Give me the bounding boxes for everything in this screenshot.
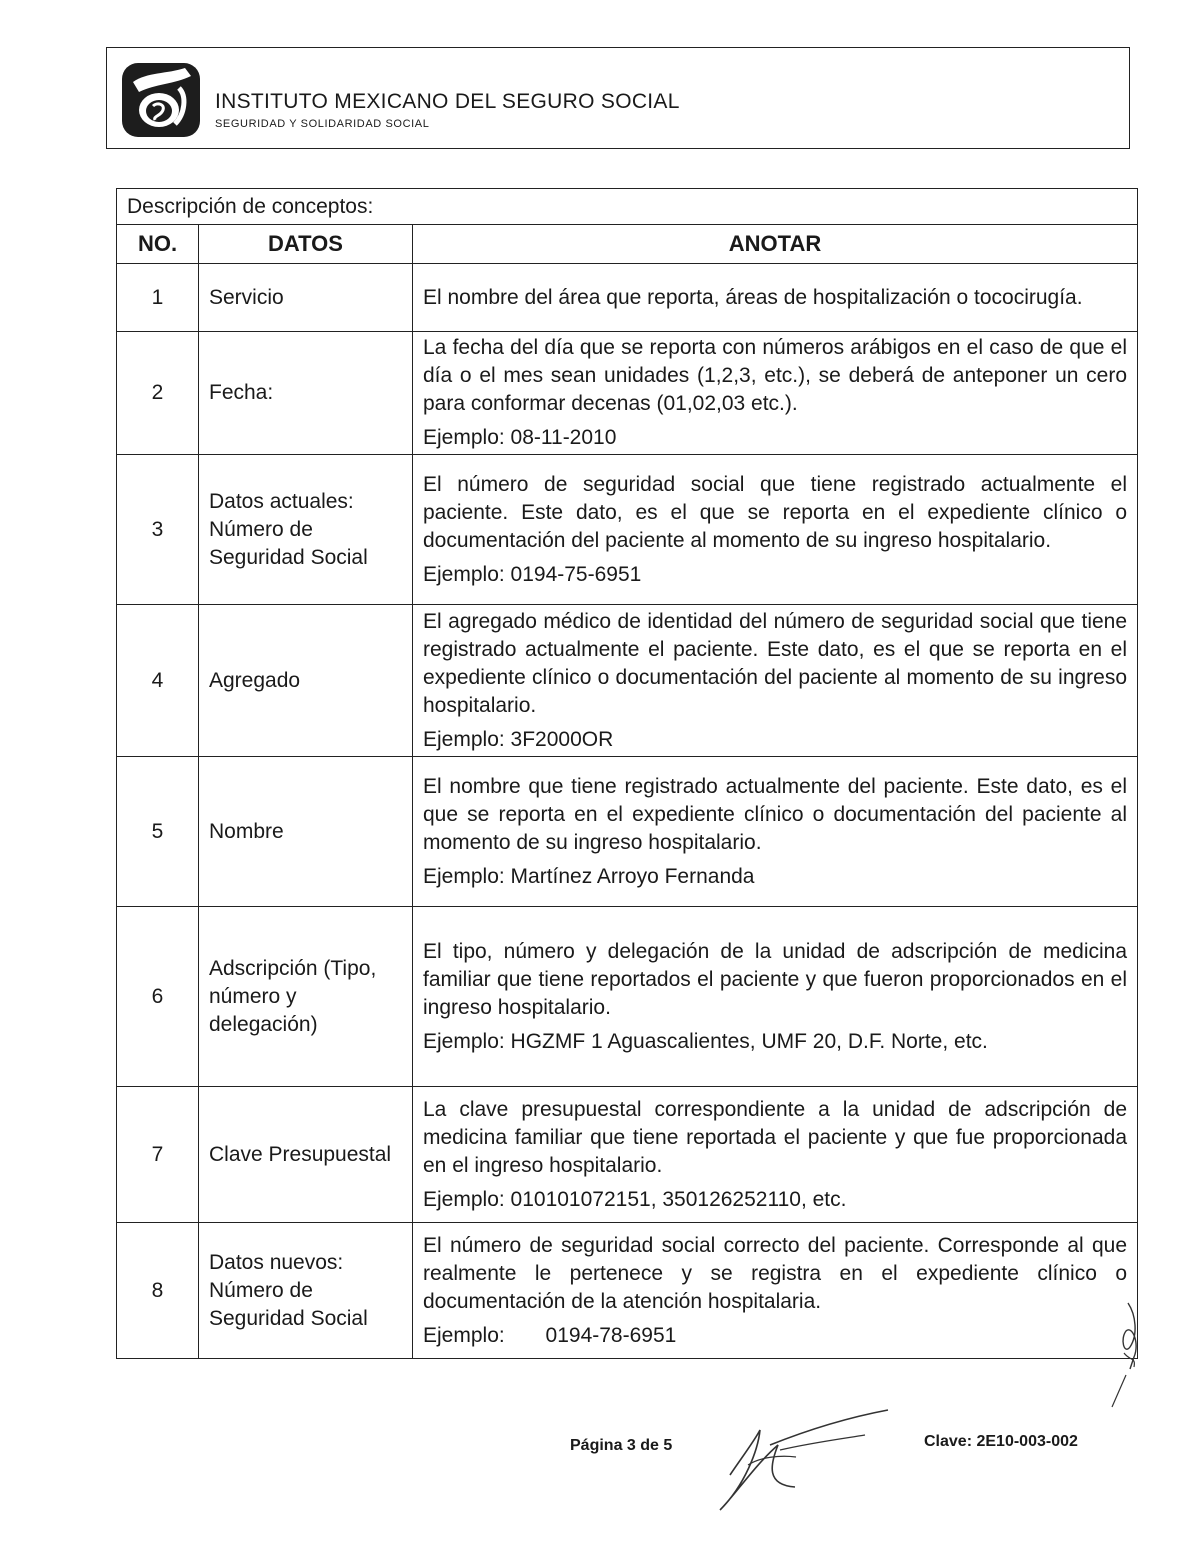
row-anotar: [413, 264, 1138, 332]
row-description: La clave presupuestal correspondiente a la unidad de adscripción de medicina familiar que tiene reportada el paciente y que fue proporcionada en el ingreso hospitalario.: [423, 1097, 1128, 1177]
organization-motto: SEGURIDAD Y SOLIDARIDAD SOCIAL: [215, 118, 430, 130]
row-datos: Fecha:: [199, 332, 413, 455]
row-example: Ejemplo: 3F2000OR: [423, 727, 614, 751]
row-example: Ejemplo: 0194-78-6951: [423, 1323, 677, 1347]
row-anotar: [413, 1223, 1138, 1359]
row-datos: Agregado: [199, 605, 413, 757]
page-number: Página 3 de 5: [570, 1437, 673, 1454]
row-number: 6: [117, 907, 199, 1087]
column-header-datos: DATOS: [199, 225, 413, 264]
table-row: [117, 1223, 1138, 1359]
row-description: El agregado médico de identidad del número de seguridad social que tiene registrado actualmente el paciente. Este dato, es el que se reporta en el expediente clínico o documentación del paciente al momento de su ingreso hospitalario.: [423, 609, 1128, 717]
row-number: 5: [117, 757, 199, 907]
row-number: 8: [117, 1223, 199, 1359]
imss-logo: [121, 62, 201, 138]
table-caption: Descripción de conceptos:: [117, 189, 1138, 225]
row-description: El tipo, número y delegación de la unidad de adscripción de medicina familiar que tiene reportados el paciente y que fueron proporcionados en el ingreso hospitalario.: [423, 939, 1128, 1019]
document-code: Clave: 2E10-003-002: [924, 1433, 1078, 1450]
row-anotar: [413, 757, 1138, 907]
row-datos: Nombre: [199, 757, 413, 907]
row-anotar: [413, 605, 1138, 757]
row-number: 3: [117, 455, 199, 605]
row-anotar: [413, 332, 1138, 455]
table-header-row: [117, 225, 1138, 264]
row-datos: Datos actuales: Número de Seguridad Social: [199, 455, 413, 605]
row-example: Ejemplo: 08-11-2010: [423, 426, 617, 449]
row-description: La fecha del día que se reporta con números arábigos en el caso de que el día o el mes sean unidades (1,2,3, etc.), se deberá de anteponer un cero para conformar decenas (01,02,03 etc.).: [423, 336, 1128, 415]
concepts-table: [116, 188, 1138, 1359]
table-caption-row: [117, 189, 1138, 225]
row-datos: Servicio: [199, 264, 413, 332]
table-row: [117, 907, 1138, 1087]
row-number: 1: [117, 264, 199, 332]
row-description: El nombre del área que reporta, áreas de hospitalización o tococirugía.: [423, 285, 1083, 309]
row-description: El número de seguridad social que tiene registrado actualmente el paciente. Este dato, es el que se reporta en el expediente clínico o documentación del paciente al momento de su ingreso hospitalario.: [423, 472, 1128, 552]
organization-name: INSTITUTO MEXICANO DEL SEGURO SOCIAL: [215, 90, 680, 113]
column-header-no: NO.: [117, 225, 199, 264]
row-number: 2: [117, 332, 199, 455]
row-datos: Adscripción (Tipo, número y delegación): [199, 907, 413, 1087]
row-example: Ejemplo: HGZMF 1 Aguascalientes, UMF 20, D.F. Norte, etc.: [423, 1029, 988, 1053]
row-example: Ejemplo: 010101072151, 350126252110, etc.: [423, 1187, 847, 1211]
row-anotar: [413, 455, 1138, 605]
row-anotar: [413, 907, 1138, 1087]
column-header-anotar: ANOTAR: [413, 225, 1138, 264]
signature: [700, 1405, 900, 1520]
row-number: 7: [117, 1087, 199, 1223]
row-example: Ejemplo: Martínez Arroyo Fernanda: [423, 864, 755, 888]
row-example: Ejemplo: 0194-75-6951: [423, 562, 642, 586]
row-number: 4: [117, 605, 199, 757]
row-description: El nombre que tiene registrado actualmente del paciente. Este dato, es el que se reporta en el expediente clínico o documentación del paciente al momento de su ingreso hospitalario.: [423, 774, 1128, 854]
document-header: [106, 47, 1130, 149]
table-row: [117, 455, 1138, 605]
row-datos: Clave Presupuestal: [199, 1087, 413, 1223]
table-row: [117, 605, 1138, 757]
handwritten-initials: [1090, 1295, 1150, 1415]
row-datos: Datos nuevos: Número de Seguridad Social: [199, 1223, 413, 1359]
table-row: [117, 332, 1138, 455]
table-row: [117, 264, 1138, 332]
row-description: El número de seguridad social correcto del paciente. Corresponde al que realmente le pertenece y se registra en el expediente clínico o documentación de la atención hospitalaria.: [423, 1233, 1128, 1313]
row-anotar: [413, 1087, 1138, 1223]
table-row: [117, 1087, 1138, 1223]
table-row: [117, 757, 1138, 907]
